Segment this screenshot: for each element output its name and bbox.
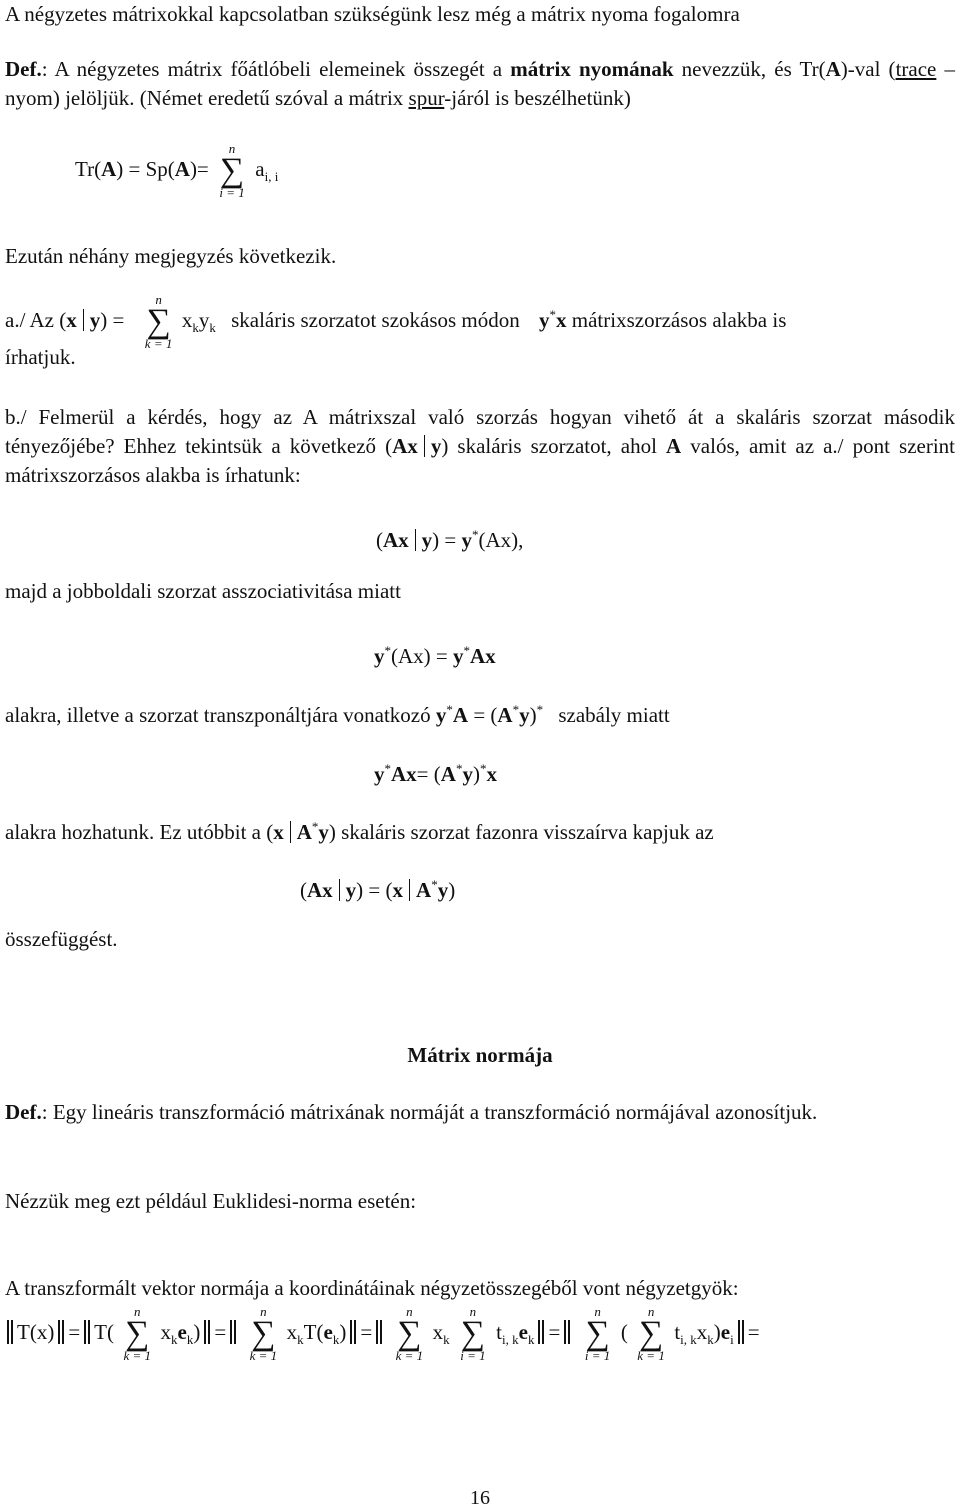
al1-star: * [446,702,453,717]
nf-t: t [674,1319,681,1344]
sigma-icon: ∑ [219,152,245,189]
rb-y: y [430,434,442,458]
page-number [0,1487,960,1510]
nf-eq4: = [548,1319,561,1344]
def2-text: : Egy lineáris transzformáció mátrixának normáját a transzformáció normájával azonosítjuk. [41,1100,818,1124]
nf-eq1: = [68,1319,81,1344]
eq1-star: * [472,527,479,542]
nf-x: x [286,1319,298,1344]
ra-sub1: k [192,319,199,335]
sum-lower: k = 1 [123,1348,152,1363]
norm-bar-icon [84,1320,90,1344]
ra-y2: y [539,307,550,332]
sum-symbol [217,142,247,200]
eq2-star2: * [463,643,470,658]
nf-eq2: = [214,1319,227,1344]
eq4-rp: ) [448,878,456,902]
sum-lower: i = 1 [584,1348,611,1363]
al1-eq: = ( [468,703,498,727]
nf-sub-k: k [443,1331,450,1347]
norm-bar-icon [538,1320,544,1344]
nf-e: e [177,1319,187,1344]
norm-bar-icon [7,1320,13,1344]
nf-sub-ik: i, k [680,1331,697,1347]
eq3-star2: * [455,761,463,776]
eq3-a: A [440,762,456,786]
sum-symbol [636,1305,666,1363]
sum-lower: k = 1 [249,1348,278,1363]
nf-x: x [160,1319,171,1344]
tr-a1: A [101,156,117,181]
bar-icon [409,879,410,901]
transz-text: A transzformált vektor normája a koordinátáinak négyzetösszegéből vont négyzetgyök: [5,1276,739,1300]
nf-sub-k: k [332,1331,340,1347]
eq1-ax: Ax [383,528,409,552]
ra-line2: írhatjuk. [5,345,76,369]
ra-text1: skaláris szorzatot szokásos módon [231,307,520,332]
bold-term: mátrix nyomának [510,57,674,81]
sum-lower: k = 1 [144,336,173,351]
eq4-y: y [345,878,357,902]
bar-icon [339,879,340,901]
norm-bar-icon [230,1320,236,1344]
line-alakra-1 [5,695,670,730]
matrix-a: A [825,57,841,81]
trace-word: trace [895,57,937,81]
eq1-lp: ( [376,528,383,552]
sigma-icon: ∑ [251,1315,276,1352]
eq1-mid: ) = [432,528,462,552]
line-alakra-2 [5,812,714,847]
intro-text: A négyzetes mátrixokkal kapcsolatban szükségünk lesz még a mátrix nyoma fogalomra [5,2,740,26]
ra-star: * [549,306,557,322]
sum-lower: k = 1 [637,1348,665,1363]
sum-upper: n [260,1304,267,1319]
rb-text3: valós, amit az a./ pont szerint mátrixszorzásos alakba is írhatunk: [5,434,956,487]
eq3-y2: y [462,762,473,786]
eq1-y: y [421,528,433,552]
eq1-rhs: (Ax), [478,528,524,552]
sigma-icon: ∑ [125,1315,150,1352]
ossze-text: összefüggést. [5,927,118,951]
eq4-star: * [431,877,438,892]
nf-e: e [323,1319,333,1344]
al1-text1: alakra, illetve a szorzat transzponáltjára vonatkozó [5,703,436,727]
al2-y: y [318,820,329,844]
eq4-x: x [392,878,404,902]
norm-bar-icon [204,1320,210,1344]
nf-t: t [496,1319,503,1344]
sigma-icon: ∑ [585,1315,610,1352]
tr-sub: i, i [264,168,279,184]
ra-term1: x [181,307,193,332]
ra-term2: y [198,307,210,332]
def2-label: Def. [5,1100,42,1124]
eq2-mid: (Ax) = [391,644,453,668]
nf-x: x [696,1319,708,1344]
nf-sub-i: i [730,1331,734,1347]
norm-bar-icon [738,1320,744,1344]
sum-symbol [122,1305,152,1363]
al2-x: x [273,820,284,844]
norm-bar-icon [376,1320,382,1344]
tr-eq: )= [189,156,209,181]
nf-e: e [518,1319,528,1344]
eq3-ax: Ax [391,762,417,786]
line-ossze [5,925,955,954]
eq2-ax2: Ax [470,644,496,668]
ra-sub2: k [209,319,216,335]
trace-formula [75,142,278,200]
sum-upper: n [469,1304,477,1319]
nf-t3a: T( [303,1319,324,1344]
eq4-lp: ( [300,878,307,902]
ra-label: a./ Az ( [5,307,67,332]
tr-mid: ) = Sp( [116,156,175,181]
sigma-icon: ∑ [397,1315,422,1352]
nf-sub-ik: i, k [502,1331,519,1347]
eq4-a: A [416,878,432,902]
eq3-x: x [486,762,497,786]
nf-e: e [720,1319,731,1344]
sum-symbol [394,1305,424,1363]
bar-icon [415,529,416,551]
eq2-y2: y [453,644,464,668]
nezzuk-text: Nézzük meg ezt például Euklidesi-norma esetén: [5,1189,417,1213]
eq2-y: y [374,644,385,668]
norm-bar-icon [350,1320,356,1344]
nf-lp: ( [620,1319,628,1344]
eq3-y: y [374,762,385,786]
line-nezzuk [5,1187,955,1216]
rb-ax: Ax [392,434,418,458]
nf-t1: T(x) [17,1319,55,1344]
spur-word: spur [408,86,445,110]
norm-bar-icon [564,1320,570,1344]
sum-symbol [583,1305,613,1363]
bar-icon [83,309,84,331]
remark-b [5,403,955,490]
page-number-text: 16 [470,1487,490,1509]
al2-star: * [311,819,319,834]
definition-norm [5,1098,955,1127]
sum-upper: n [406,1304,413,1319]
ra-y: y [89,307,101,332]
bar-icon [290,821,291,843]
tr-lhs: Tr( [75,156,102,181]
sum-lower: i = 1 [219,185,245,200]
nf-sub-k: k [527,1331,535,1347]
al2-a: A [296,820,312,844]
nf-rp: ) [713,1319,721,1344]
def-text-e: -járól is beszélhetünk) [444,86,631,110]
eq4-ax: Ax [307,878,333,902]
section-title-text: Mátrix normája [407,1043,553,1067]
tr-term: a [255,156,265,181]
nf-sub-k: k [297,1331,304,1347]
al1-rp: ) [529,703,537,727]
intro-line [5,0,955,29]
nf-sub-k: k [186,1331,194,1347]
sum-symbol [458,1305,488,1363]
sum-upper: n [228,141,236,156]
al1-y2: y [519,703,530,727]
nf-x: x [432,1319,444,1344]
norm-formula [3,1305,958,1363]
al1-a2: A [497,703,513,727]
nf-t2b: ) [193,1319,201,1344]
equation-4 [300,870,455,905]
ra-text2: mátrixszorzásos alakba is [571,307,787,332]
norm-bar-icon [58,1320,64,1344]
sigma-icon: ∑ [146,303,171,340]
remarks-intro [5,242,955,271]
eq2-star: * [384,643,391,658]
al1-a: A [452,703,469,727]
al1-y: y [435,703,447,727]
sum-symbol [248,1305,278,1363]
eq3-rp: ) [472,762,480,786]
eq4-mid: ) = ( [356,878,393,902]
eq4-y2: y [437,878,449,902]
tr-a2: A [174,156,190,181]
sum-upper: n [594,1304,601,1319]
ra-rp: ) = [100,307,125,332]
line-majd [5,577,955,606]
def-text-d: – nyom) jelöljük. (Német eredetű szóval a mátrix [5,57,955,110]
nf-t2a: T( [94,1319,114,1344]
section-title [0,1041,960,1070]
sum-upper: n [134,1304,141,1319]
sigma-icon: ∑ [638,1315,664,1352]
def-text-b: nevezzük, és Tr( [673,57,826,81]
rb-text2: ) skaláris szorzatot, ahol [441,434,667,458]
nf-eq5: = [747,1319,760,1344]
majd-text: majd a jobboldali szorzat asszociativitása miatt [5,579,401,603]
sum-lower: i = 1 [460,1348,486,1363]
al1-star3: * [536,702,544,717]
def-label: Def. [5,57,42,81]
eq3-star: * [384,761,391,776]
bar-icon [424,435,425,457]
equation-1 [376,520,523,555]
ra-x: x [66,307,77,332]
remark-a-line2 [5,343,955,372]
eq3-star3: * [479,761,487,776]
al1-star2: * [512,702,520,717]
def-text-c: )-val ( [840,57,896,81]
nf-eq3: = [360,1319,373,1344]
sum-upper: n [647,1304,655,1319]
line-transz [5,1274,955,1303]
al1-text2: szabály miatt [558,703,670,727]
eq1-y2: y [461,528,473,552]
nf-t3b: ) [339,1319,347,1344]
equation-2 [374,636,496,671]
definition-trace [5,55,955,113]
nf-sub-k: k [707,1331,714,1347]
sum-upper: n [155,292,162,307]
sigma-icon: ∑ [460,1315,486,1352]
eq3-mid: = ( [416,762,441,786]
al2-text2: ) skaláris szorzat fazonra visszaírva kapjuk az [328,820,714,844]
equation-3 [374,754,497,789]
rb-a: A [666,434,682,458]
rb-text1: b./ Felmerül a kérdés, hogy az A mátrixszal való szorzás hogyan vihető át a skaláris szorzat második tényezőjébe? Ehhez tekintsük a következő ( [5,405,955,458]
def-text-a: : A négyzetes mátrix főátlóbeli elemeinek összegét a [41,57,511,81]
nf-sub-k: k [171,1331,178,1347]
al2-text1: alakra hozhatunk. Ez utóbbit a ( [5,820,274,844]
sum-lower: k = 1 [395,1348,424,1363]
remarks-intro-text: Ezután néhány megjegyzés következik. [5,244,337,268]
ra-x2: x [556,307,567,332]
